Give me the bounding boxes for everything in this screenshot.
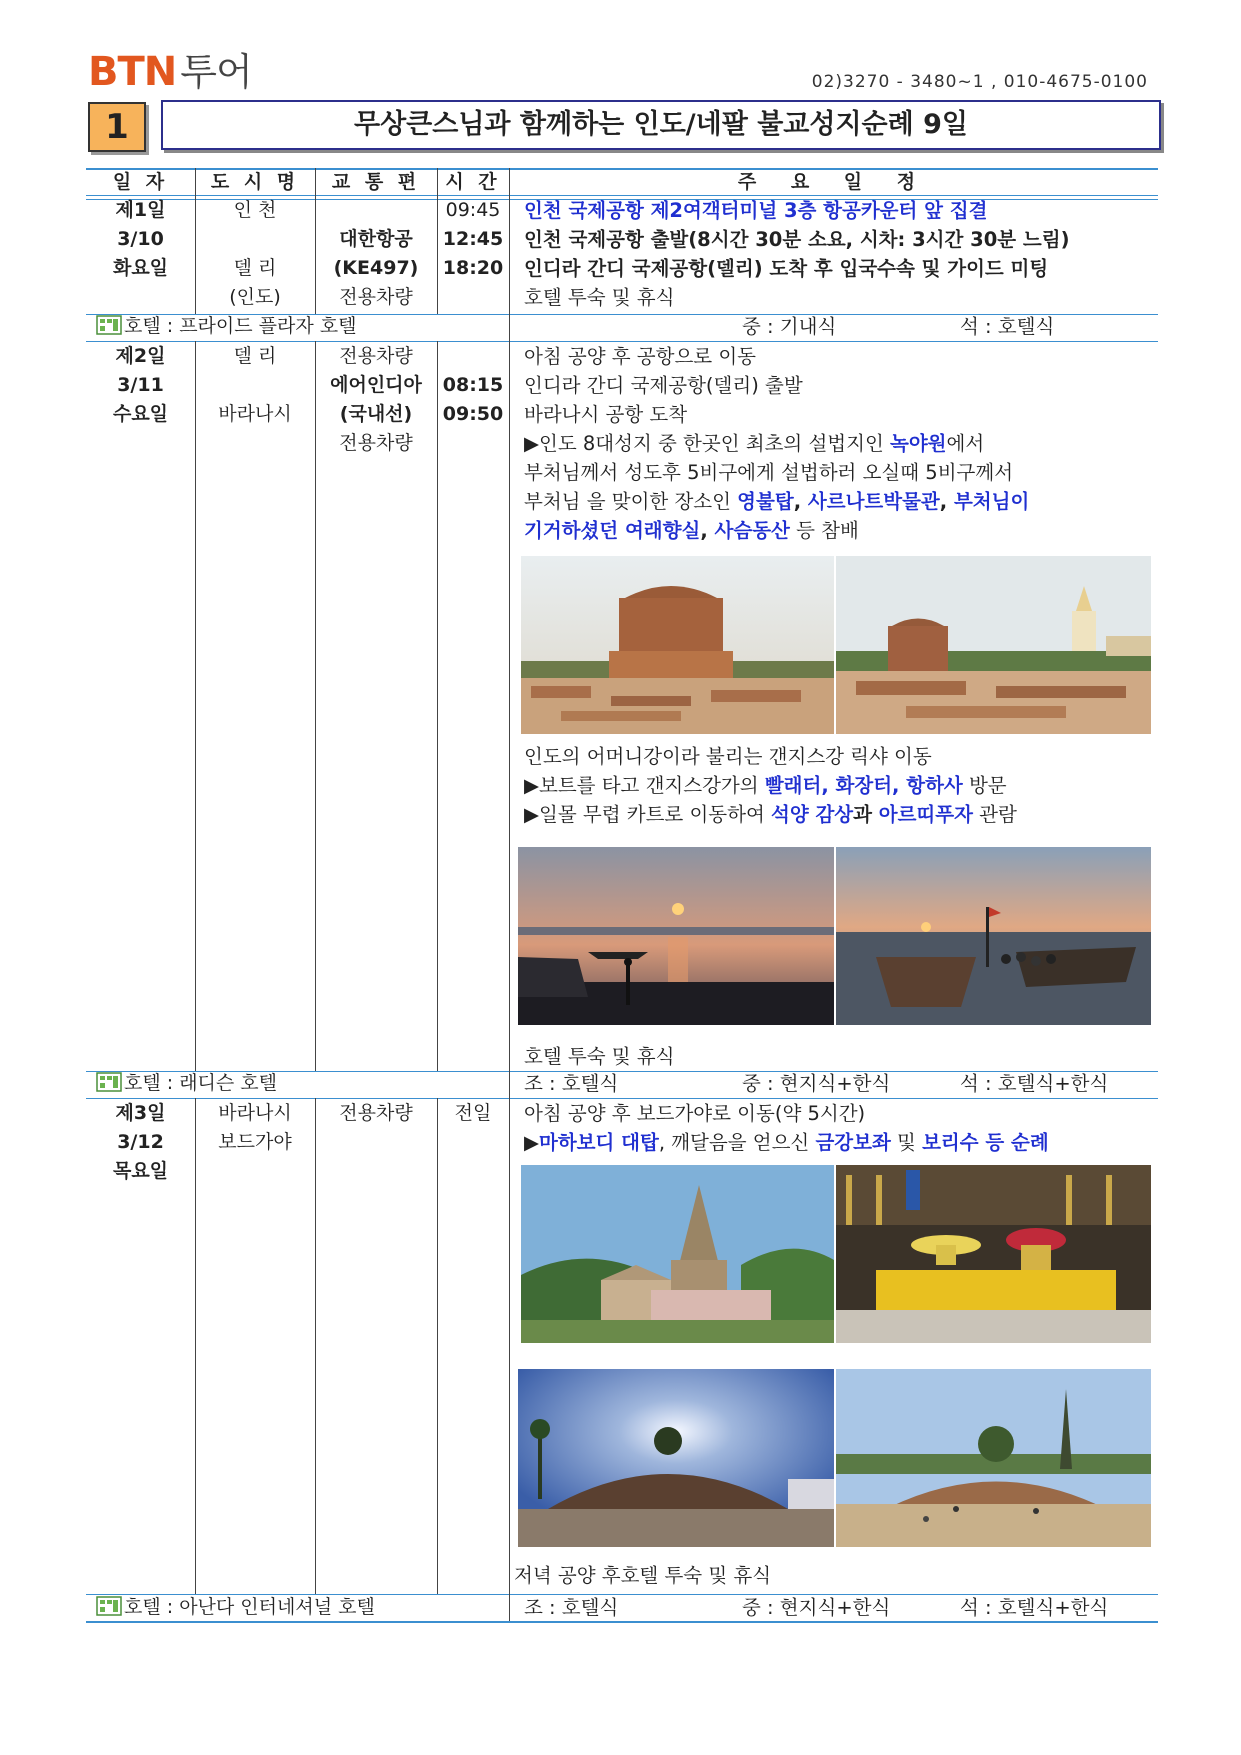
hotel-icon: [96, 315, 122, 335]
day-date: 3/11: [117, 374, 164, 396]
day-weekday: 수요일: [112, 403, 169, 425]
schedule-line: 부처님 을 맞이한 장소인 영불탑, 사르나트박물관, 부처님이: [524, 490, 1030, 513]
header-transport: 교 통 편: [331, 171, 421, 193]
schedule-line: 호텔 투숙 및 휴식: [524, 286, 675, 309]
city: 델 리: [233, 257, 277, 279]
col-divider: [437, 341, 438, 1071]
col-divider: [195, 341, 196, 1071]
photo-sujata-stupa: [836, 1369, 1151, 1547]
day-weekday: 목요일: [112, 1160, 169, 1182]
logo-brand: BTN: [88, 49, 177, 95]
time: 09:50: [442, 403, 504, 425]
transport: 전용차량: [339, 432, 413, 454]
schedule-line: 기거하셨던 여래향실, 사슴동산 등 참배: [524, 519, 859, 542]
hotel-icon: [96, 1072, 122, 1092]
time: 18:20: [442, 257, 504, 279]
schedule-line: 아침 공양 후 보드가야로 이동(약 5시간): [524, 1102, 866, 1125]
meal-lunch: 중 : 현지식+한식: [742, 1596, 891, 1619]
schedule-line: ▶인도 8대성지 중 한곳인 최초의 설법지인 녹야원에서: [524, 432, 985, 455]
schedule-line: ▶마하보디 대탑, 깨달음을 얻으신 금강보좌 및 보리수 등 순례: [524, 1131, 1049, 1154]
schedule-line: 인천 국제공항 제2여객터미널 3층 항공카운터 앞 집결: [524, 199, 988, 222]
hotel-name: 호텔 : 아난다 인터네셔널 호텔: [124, 1596, 375, 1618]
transport: 전용차량: [339, 286, 413, 308]
photo-stupa-sunset: [518, 1369, 834, 1547]
col-divider: [315, 1098, 316, 1594]
city: 바라나시: [218, 1102, 292, 1124]
schedule-line: 인디라 간디 국제공항(델리) 도착 후 입국수속 및 가이드 미팅: [524, 257, 1049, 280]
header-date: 일 자: [112, 171, 169, 193]
time: 09:45: [445, 199, 501, 221]
meal-breakfast: 조 : 호텔식: [524, 1072, 619, 1095]
schedule-line: ▶보트를 타고 갠지스강가의 빨래터, 화장터, 항하사 방문: [524, 774, 1007, 797]
meal-lunch: 중 : 기내식: [742, 315, 837, 338]
hotel-name: 호텔 : 래디슨 호텔: [124, 1072, 277, 1094]
hotel-name: 호텔 : 프라이드 플라자 호텔: [124, 315, 357, 337]
day-date: 3/10: [117, 228, 164, 250]
city: (인도): [229, 286, 281, 308]
day-label: 제2일: [115, 345, 166, 367]
schedule-line: 인도의 어머니강이라 불리는 갠지스강 릭샤 이동: [524, 745, 932, 768]
meal-lunch: 중 : 현지식+한식: [742, 1072, 891, 1095]
schedule-line: 바라나시 공항 도착: [524, 403, 688, 426]
header-schedule: 주 요 일 정: [737, 171, 930, 193]
day-weekday: 화요일: [112, 257, 169, 279]
schedule-line: 아침 공양 후 공항으로 이동: [524, 345, 757, 368]
contact-phone: 02)3270 - 3480~1 , 010-4675-0100: [811, 72, 1148, 92]
photo-ganges-sunrise: [518, 847, 834, 1025]
city: 델 리: [233, 345, 277, 367]
time: 전일: [454, 1102, 492, 1124]
city: 바라나시: [218, 403, 292, 425]
hotel-row: [96, 1069, 277, 1098]
hotel-row: [96, 1593, 375, 1622]
transport: 에어인디아: [330, 374, 422, 396]
photo-vajrasana: [836, 1165, 1151, 1343]
transport: 전용차량: [339, 1102, 413, 1124]
meal-dinner: 석 : 호텔식+한식: [960, 1596, 1109, 1619]
day-label: 제1일: [115, 199, 166, 221]
meal-dinner: 석 : 호텔식+한식: [960, 1072, 1109, 1095]
day-label: 제3일: [115, 1102, 166, 1124]
brand-logo: [88, 49, 252, 95]
schedule-line: 인천 국제공항 출발(8시간 30분 소요, 시차: 3시간 30분 느림): [524, 228, 1070, 251]
transport: (국내선): [339, 403, 413, 425]
logo-suffix: 투어: [180, 50, 252, 94]
meal-breakfast: 조 : 호텔식: [524, 1596, 619, 1619]
photo-dhamek-stupa: [521, 556, 834, 734]
schedule-line: 인디라 간디 국제공항(델리) 출발: [524, 374, 803, 397]
schedule-line: 저녁 공양 후호텔 투숙 및 휴식: [514, 1564, 772, 1587]
transport: (KE497): [333, 257, 419, 279]
meal-dinner: 석 : 호텔식: [960, 315, 1055, 338]
header-time: 시 간: [445, 171, 501, 193]
table-top-rule: [86, 168, 1158, 170]
col-divider: [195, 1098, 196, 1594]
day-date: 3/12: [117, 1131, 164, 1153]
time: 12:45: [442, 228, 504, 250]
col-divider: [437, 1098, 438, 1594]
transport: 대한항공: [339, 228, 413, 250]
tour-number: 1: [88, 102, 146, 152]
schedule-line: 부처님께서 성도후 5비구에게 설법하러 오실때 5비구께서: [524, 461, 1014, 484]
photo-mahabodhi-temple: [521, 1165, 834, 1343]
city: 인 천: [233, 199, 277, 221]
photo-sarnath-ruins: [836, 556, 1151, 734]
hotel-row: [96, 312, 356, 341]
hotel-icon: [96, 1596, 122, 1616]
transport: 전용차량: [339, 345, 413, 367]
schedule-line: ▶일몰 무렵 카트로 이동하여 석양 감상과 아르띠푸자 관람: [524, 803, 1017, 826]
header-city: 도 시 명: [210, 171, 300, 193]
time: 08:15: [442, 374, 504, 396]
city: 보드가야: [218, 1131, 292, 1153]
page-title: 무상큰스님과 함께하는 인도/네팔 불교성지순례 9일: [161, 100, 1161, 150]
col-divider-main: [509, 168, 510, 1621]
schedule-line: 호텔 투숙 및 휴식: [524, 1045, 675, 1068]
photo-ganges-boats: [836, 847, 1151, 1025]
